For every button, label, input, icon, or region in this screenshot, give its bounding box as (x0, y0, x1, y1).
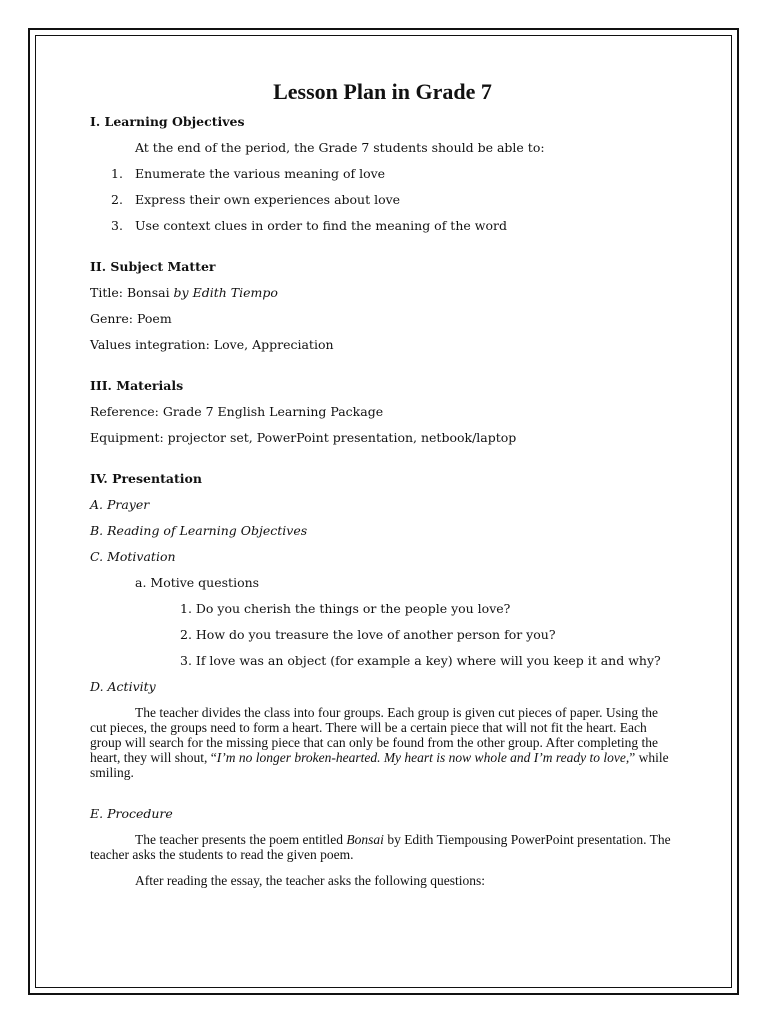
materials-reference: Reference: Grade 7 English Learning Package (90, 404, 384, 419)
presentation-procedure: E. Procedure (90, 806, 173, 821)
subject-author: by Edith Tiempo (173, 285, 278, 300)
motive-question: 2. How do you treasure the love of another person for you? (180, 627, 556, 642)
document-page (90, 79, 675, 899)
presentation-prayer: A. Prayer (90, 497, 150, 512)
subject-genre: Genre: Poem (90, 311, 172, 326)
procedure-poem-title: Bonsai (346, 832, 384, 847)
activity-quote: I’m no longer broken-hearted. My heart is now whole and I’m ready to love, (216, 750, 630, 765)
activity-paragraph: The teacher divides the class into four groups. Each group is given cut pieces of paper. Using the cut pieces, the groups need to form a heart. There will be a certain piece that will not fit the heart. Each group will search for the missing piece that can only be found from the other group. After completing the heart, they will shout, “I’m no longer broken-hearted. My heart is now whole and I’m ready to love,” while smiling. (90, 705, 669, 780)
presentation-activity: D. Activity (90, 679, 156, 694)
objectives-list (90, 166, 675, 233)
procedure-paragraph: The teacher presents the poem entitled Bonsai by Edith Tiempousing PowerPoint presentation. The teacher asks the students to read the given poem. (90, 832, 671, 862)
subject-title: Title: Bonsai by Edith Tiempo (90, 285, 278, 300)
motive-questions-label: a. Motive questions (135, 575, 260, 590)
list-item: 3. Use context clues in order to find the meaning of the word (111, 218, 507, 233)
presentation-reading-objectives: B. Reading of Learning Objectives (90, 523, 308, 538)
document-title: Lesson Plan in Grade 7 (273, 79, 492, 104)
section-learning-objectives-heading: I. Learning Objectives (90, 114, 245, 129)
list-item: 1. Enumerate the various meaning of love (111, 166, 386, 181)
section-materials-heading: III. Materials (90, 378, 184, 393)
section-subject-matter-heading: II. Subject Matter (90, 259, 216, 274)
subject-values: Values integration: Love, Appreciation (90, 337, 334, 352)
motive-question: 3. If love was an object (for example a key) where will you keep it and why? (180, 653, 661, 668)
list-item: 2. Express their own experiences about love (111, 192, 401, 207)
objectives-intro: At the end of the period, the Grade 7 students should be able to: (135, 140, 545, 155)
motive-question: 1. Do you cherish the things or the people you love? (180, 601, 511, 616)
after-reading-paragraph: After reading the essay, the teacher asks the following questions: (135, 873, 486, 888)
materials-equipment: Equipment: projector set, PowerPoint presentation, netbook/laptop (90, 430, 517, 445)
section-presentation-heading: IV. Presentation (90, 471, 202, 486)
presentation-motivation: C. Motivation (90, 549, 176, 564)
